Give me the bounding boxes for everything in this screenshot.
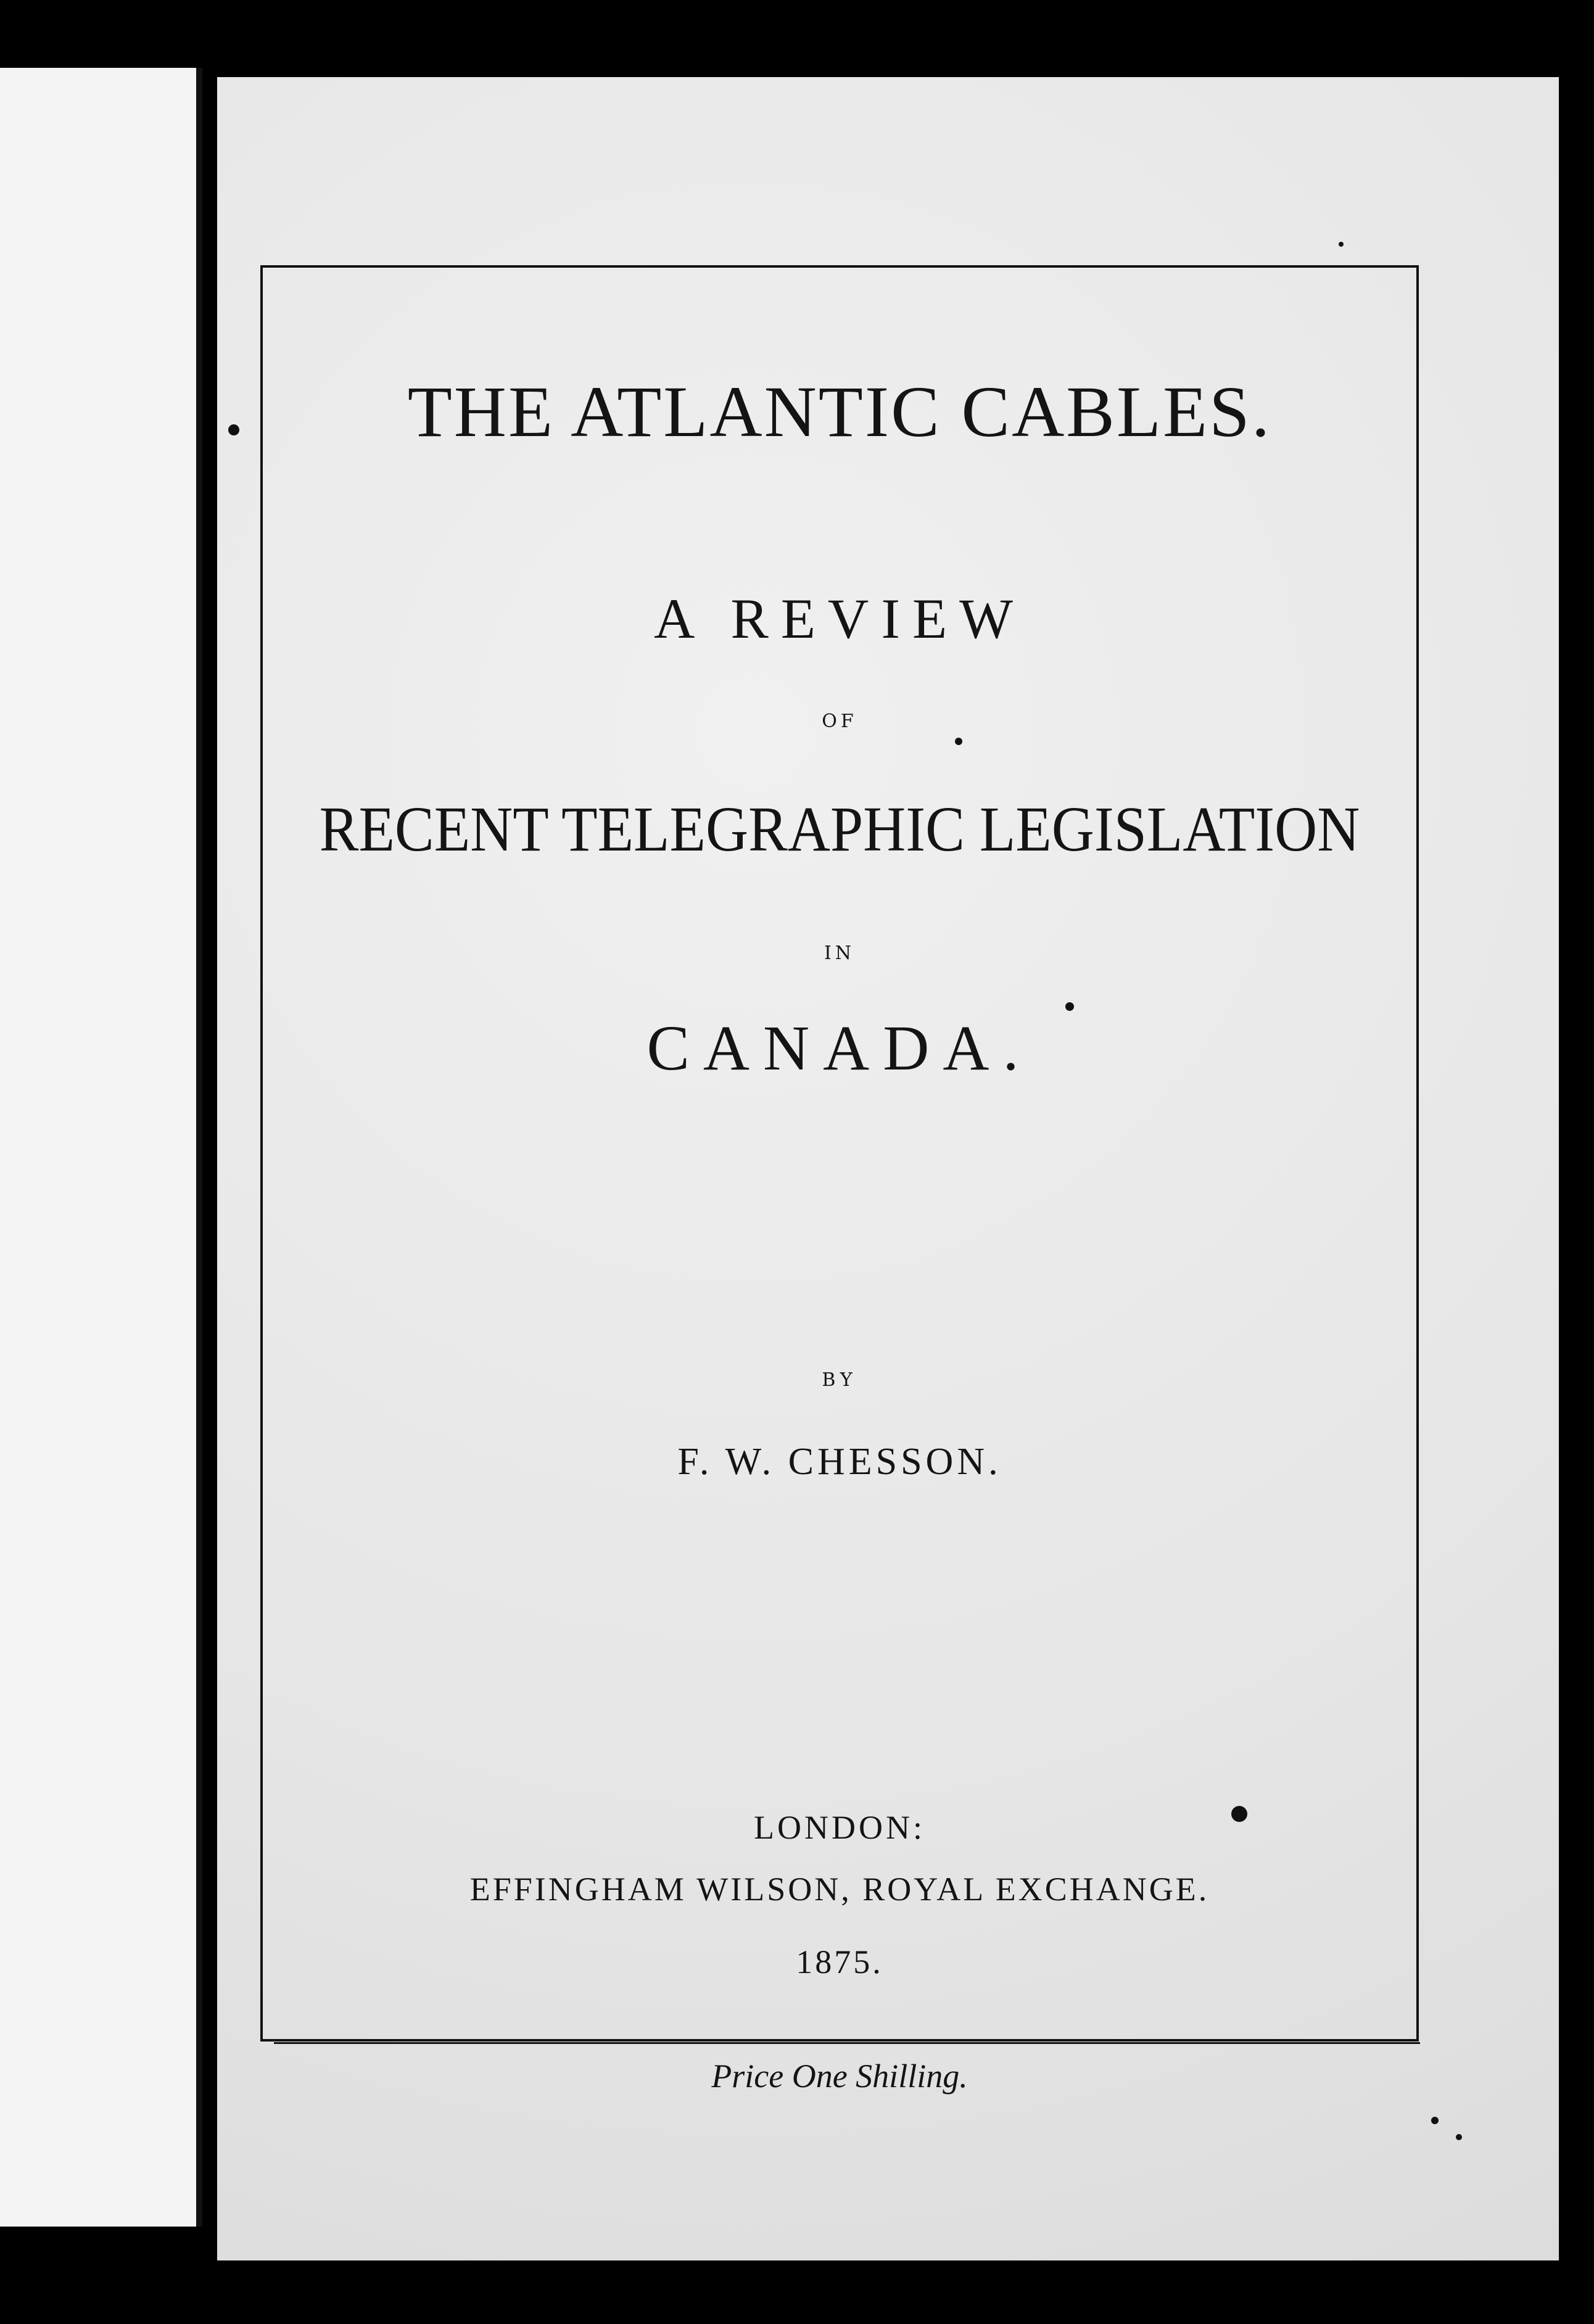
ink-speck — [955, 738, 962, 745]
subtitle-review: A REVIEW — [653, 587, 1026, 650]
ruled-border-frame — [260, 265, 1419, 2042]
subtitle-subject: RECENT TELEGRAPHIC LEGISLATION — [319, 794, 1360, 865]
imprint-publisher: EFFINGHAM WILSON, ROYAL EXCHANGE. — [469, 1871, 1210, 1908]
ink-speck — [1431, 2117, 1439, 2124]
connector-by: BY — [822, 1369, 857, 1391]
imprint-year: 1875. — [796, 1943, 883, 1980]
author-name: F. W. CHESSON. — [677, 1441, 1002, 1483]
ink-speck — [1065, 1002, 1074, 1011]
imprint-city: LONDON: — [754, 1809, 925, 1846]
book-title: THE ATLANTIC CABLES. — [407, 371, 1272, 452]
ink-speck — [1339, 242, 1344, 247]
ink-speck — [1231, 1806, 1247, 1822]
facing-leaf — [0, 68, 202, 2227]
price-note: Price One Shilling. — [711, 2058, 968, 2095]
subtitle-place: CANADA. — [646, 1013, 1033, 1084]
connector-in: IN — [824, 942, 856, 964]
connector-of: OF — [822, 711, 857, 732]
ink-speck — [1456, 2134, 1462, 2140]
ink-speck — [228, 424, 239, 435]
